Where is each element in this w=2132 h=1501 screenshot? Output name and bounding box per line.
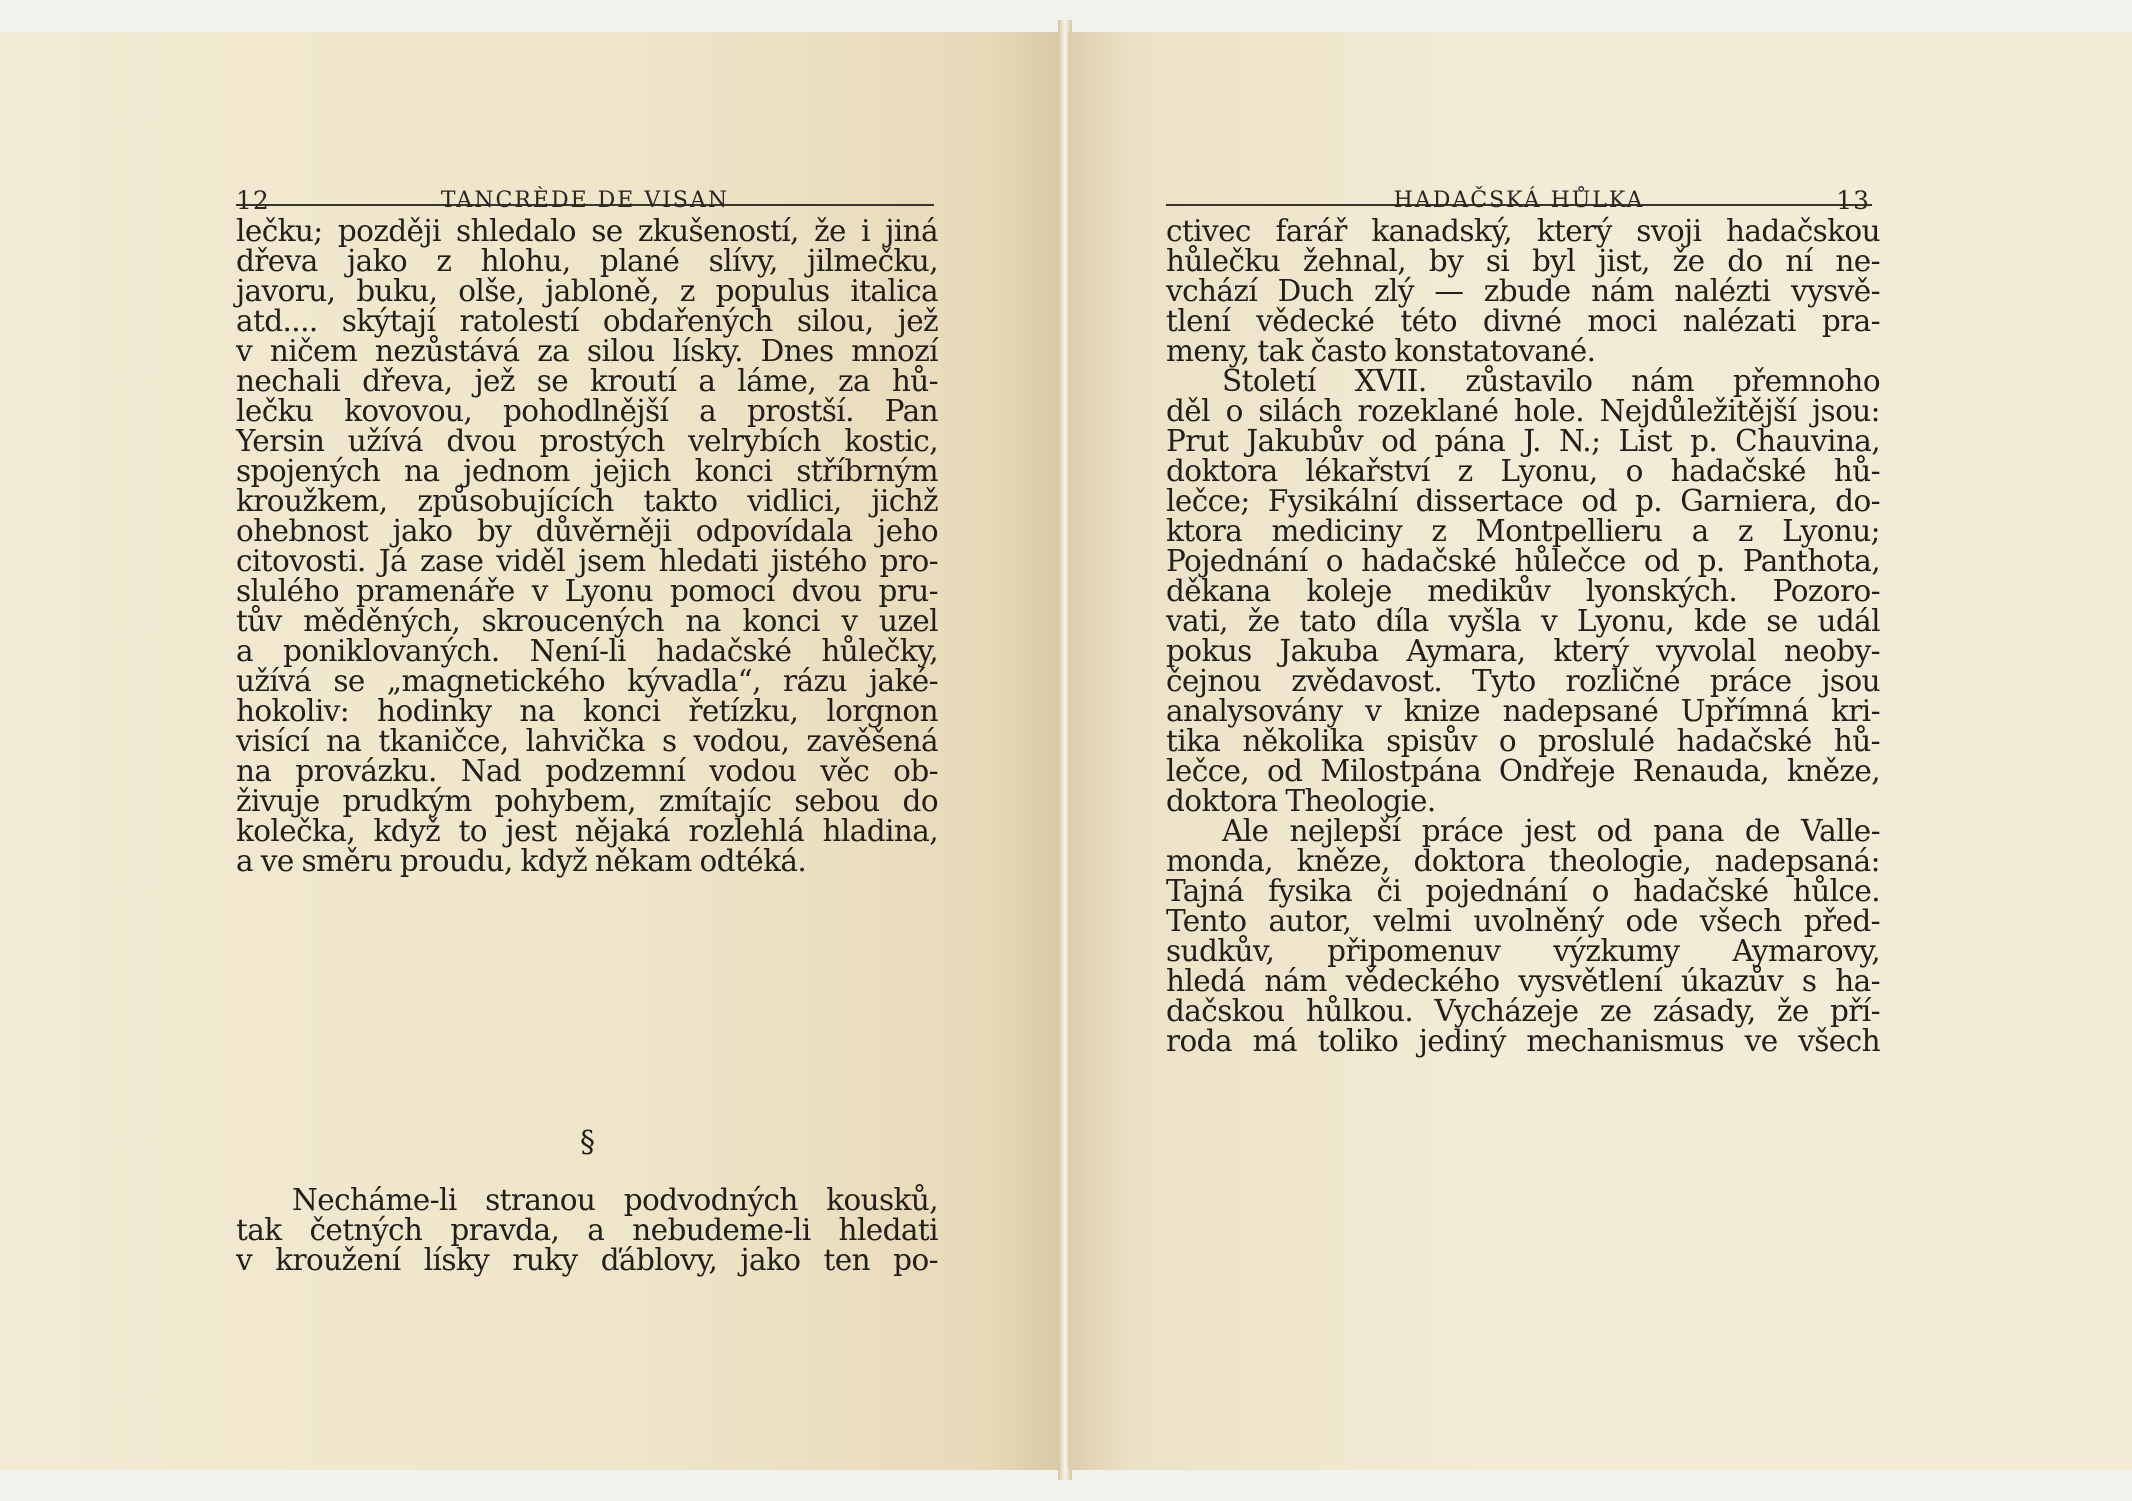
text-line: tak četných pravda, a nebudeme-li hledati <box>236 1213 938 1247</box>
text-line: visící na tkaničce, lahvička s vodou, zavěšená <box>236 724 938 758</box>
text-line: Pojednání o hadačské hůlečce od p. Panthota, <box>1166 544 1880 578</box>
text-line: užívá se „magnetického kývadla“, rázu jaké- <box>236 664 938 698</box>
text-line: vchází Duch zlý — zbude nám nalézti vysvě- <box>1166 274 1880 308</box>
text-line: lečku kovovou, pohodlnější a prostší. Pan <box>236 394 938 428</box>
text-line: meny, tak často konstatované. <box>1166 334 1596 368</box>
text-line: dřeva jako z hlohu, plané slívy, jilmečku, <box>236 244 938 278</box>
text-line: analysovány v knize nadepsané Upřímná kri- <box>1166 694 1880 728</box>
text-line: atd.... skýtají ratolestí obdařených silou, jež <box>236 304 938 338</box>
text-line: doktora Theologie. <box>1166 784 1436 818</box>
text-line: sudkův, připomenuv výzkumy Aymarovy, <box>1166 934 1880 968</box>
section-mark: § <box>580 1125 595 1160</box>
running-head-left: TANCRÈDE DE VISAN <box>440 188 730 213</box>
text-line: Yersin užívá dvou prostých velrybích kostic, <box>236 424 938 458</box>
text-line: spojených na jednom jejich konci stříbrným <box>236 454 938 488</box>
right-running-header <box>1166 154 1872 215</box>
left-page <box>0 32 1062 1470</box>
text-line: hůlečku žehnal, by si byl jist, že do ní ne- <box>1166 244 1880 278</box>
text-line: hokoliv: hodinky na konci řetízku, lorgnon <box>236 694 938 728</box>
text-line: ctivec farář kanadský, který svoji hadačskou <box>1166 214 1880 248</box>
text-line: tlení vědecké této divné moci nalézati pra- <box>1166 304 1880 338</box>
running-head-right: HADAČSKÁ HŮLKA <box>1393 188 1645 213</box>
text-line: čejnou zvědavost. Tyto rozličné práce jsou <box>1166 664 1880 698</box>
text-line: lečce, od Milostpána Ondřeje Renauda, kněze, <box>1166 754 1880 788</box>
text-line: Tento autor, velmi uvolněný ode všech před- <box>1166 904 1880 938</box>
text-line: tika několika spisův o proslulé hadačské hů- <box>1166 724 1880 758</box>
text-line: ohebnost jako by důvěrněji odpovídala jeho <box>236 514 938 548</box>
text-line: javoru, buku, olše, jabloně, z populus italica <box>236 274 938 308</box>
text-line: děkana koleje medikův lyonských. Pozoro- <box>1166 574 1880 608</box>
page-number-left: 12 <box>236 186 270 215</box>
text-line: kroužkem, způsobujících takto vidlici, jichž <box>236 484 938 518</box>
left-running-header <box>236 154 934 215</box>
right-page <box>1068 32 2132 1470</box>
left-text-block <box>236 216 938 876</box>
text-line: tův měděných, skroucených na konci v uzel <box>236 604 938 638</box>
text-line: slulého pramenáře v Lyonu pomocí dvou pru- <box>236 574 938 608</box>
text-line: roda má toliko jediný mechanismus ve všech <box>1166 1024 1880 1058</box>
text-line: v ničem nezůstává za silou lísky. Dnes mnozí <box>236 334 938 368</box>
text-line: hledá nám vědeckého vysvětlení úkazův s ha- <box>1166 964 1880 998</box>
text-line: nechali dřeva, jež se kroutí a láme, za hů- <box>236 364 938 398</box>
text-line: a ve směru proudu, když někam odtéká. <box>236 844 807 878</box>
text-line: kolečka, když to jest nějaká rozlehlá hladina, <box>236 814 938 848</box>
text-line: Ale nejlepší práce jest od pana de Valle- <box>1222 814 1880 848</box>
text-line: citovosti. Já zase viděl jsem hledati jistého pro- <box>236 544 938 578</box>
text-line: děl o silách rozeklané hole. Nejdůležitější jsou: <box>1166 394 1880 428</box>
left-text-block-continued <box>236 1185 938 1275</box>
text-line: pokus Jakuba Aymara, který vyvolal neoby- <box>1166 634 1880 668</box>
text-line: Prut Jakubův od pána J. N.; List p. Chauvina, <box>1166 424 1880 458</box>
text-line: doktora lékařství z Lyonu, o hadačské hů- <box>1166 454 1880 488</box>
text-line: vati, že tato díla vyšla v Lyonu, kde se udál <box>1166 604 1880 638</box>
text-line: Tajná fysika či pojednání o hadačské hůlce. <box>1166 874 1880 908</box>
text-line: Necháme-li stranou podvodných kousků, <box>292 1183 938 1217</box>
text-line: monda, kněze, doktora theologie, nadepsaná: <box>1166 844 1880 878</box>
text-line: Století XVII. zůstavilo nám přemnoho <box>1222 364 1880 398</box>
page-number-right: 13 <box>1836 186 1870 215</box>
text-line: lečku; později shledalo se zkušeností, že i jiná <box>236 214 938 248</box>
text-line: lečce; Fysikální dissertace od p. Garniera, do- <box>1166 484 1880 518</box>
text-line: živuje prudkým pohybem, zmítajíc sebou do <box>236 784 938 818</box>
text-line: v kroužení lísky ruky ďáblovy, jako ten po- <box>236 1243 938 1277</box>
text-line: dačskou hůlkou. Vycházeje ze zásady, že pří- <box>1166 994 1880 1028</box>
text-line: ktora mediciny z Montpellieru a z Lyonu; <box>1166 514 1880 548</box>
text-line: a poniklovaných. Není-li hadačské hůlečky, <box>236 634 938 668</box>
text-line: na provázku. Nad podzemní vodou věc ob- <box>236 754 938 788</box>
right-text-block <box>1166 216 1880 1056</box>
